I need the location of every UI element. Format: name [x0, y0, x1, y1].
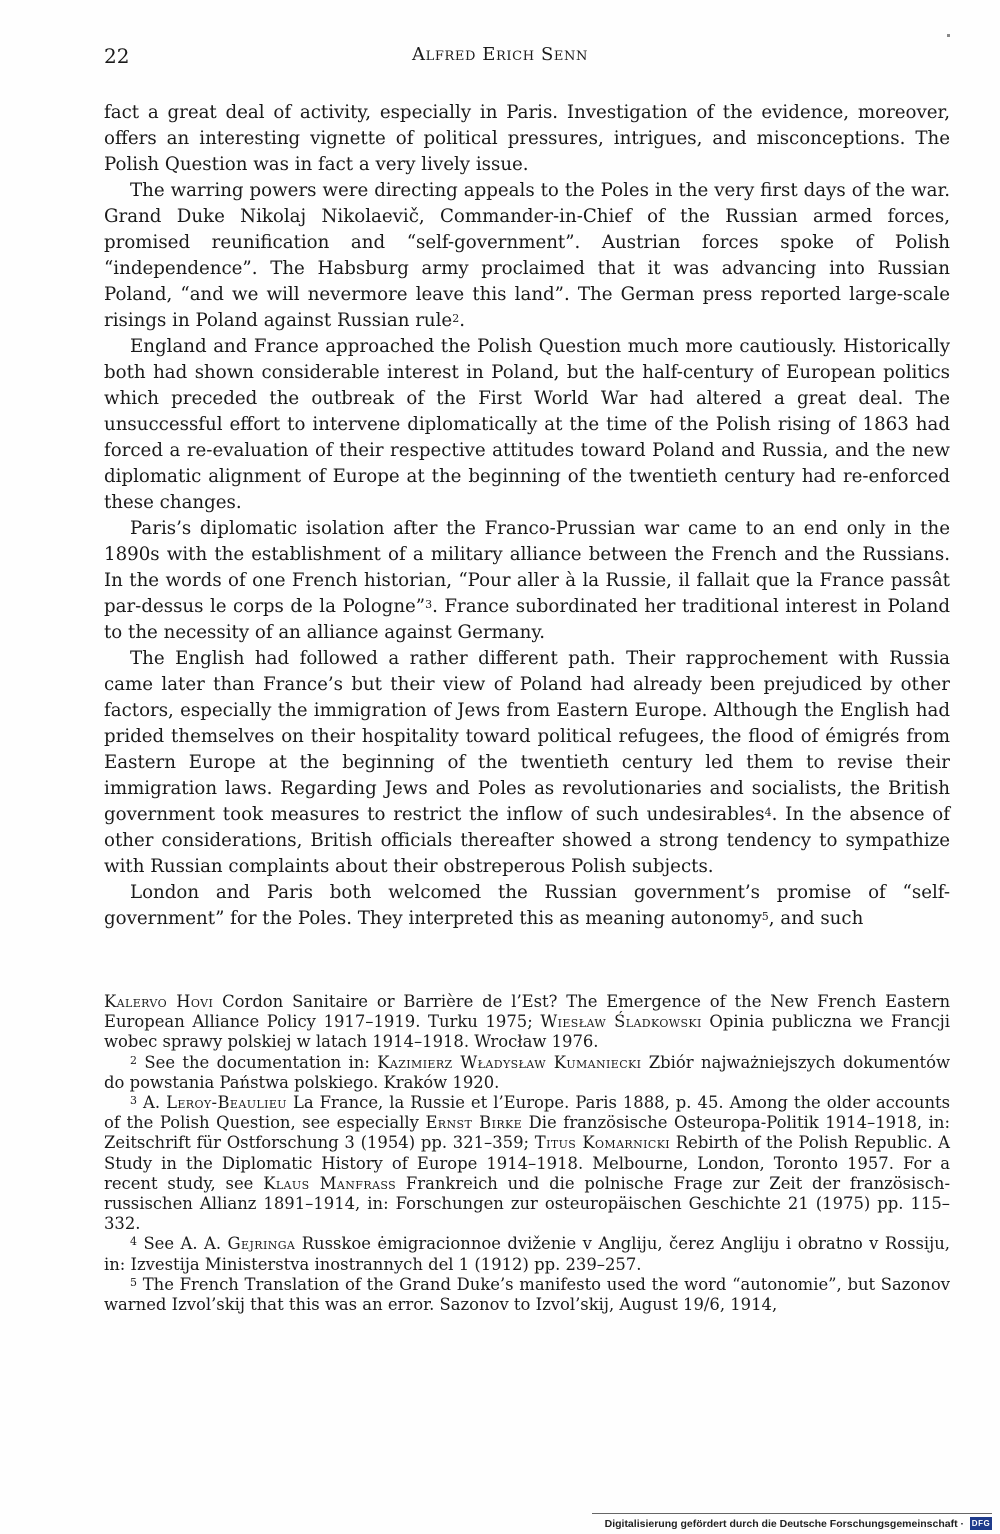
paragraph: The English had followed a rather different path. Their rapprochement with Russia came later than France’s but their view of Poland had already been prejudiced by other factors, especially the immigration of Jews from Eastern Europe. Although the English had prided themselves on their hospitality toward political refugees, the flood of émigrés from Eastern Europe at the beginning of the twentieth century led them to revise their immigration laws. Regarding Jews and Poles as revolutionaries and socialists, the British government took measures to restrict the inflow of such undesirables$^4$. In the absence of other considerations, British officials thereafter showed a strong tendency to sympathize with Russian complaints about their obstreperous Polish subjects.: [104, 648, 950, 877]
paragraph: fact a great deal of activity, especially in Paris. Investigation of the evidence, moreover, offers an interesting vignette of political pressures, intrigues, and misconceptions. The Polish Question was in fact a very lively issue.: [104, 102, 950, 175]
dfg-logo-icon: DFG: [971, 1519, 991, 1528]
running-head: Alfred Erich Senn: [412, 44, 588, 65]
scan-mark: [947, 34, 950, 37]
footnote-4: $^4$ See A. A. Gejringa Russkoe ėmigracionnoe dviženie v Angliju, čerez Angliju i obratno v Rossiju, in: Izvestija Ministerstva inostrannych del 1 (1912) pp. 239–257.: [104, 1234, 950, 1274]
footnote-ref: 3: [425, 598, 433, 611]
footnote-3: $^3$ A. Leroy-Beaulieu La France, la Russie et l’Europe. Paris 1888, p. 45. Among the older accounts of the Polish Question, see especially Ernst Birke Die französische Osteuropa-Politik 1914–1918, in: Zeitschrift für Ostforschung 3 (1954) pp. 321–359; Titus Komarnicki Rebirth of the Polish Republic. A Study in the Diplomatic History of Europe 1914–1918. Melbourne, London, Toronto 1957. For a recent study, see Klaus Manfrass Frankreich und die polnische Frage zur Zeit der französisch-russischen Allianz 1891–1914, in: Forschungen zur osteuropäischen Geschichte 21 (1975) pp. 115–332.: [104, 1093, 951, 1234]
footnote-ref: 2: [452, 312, 460, 325]
paragraph: The warring powers were directing appeals to the Poles in the very first days of the war. Grand Duke Nikolaj Nikolaevič, Commander-in-Chief of the Russian armed forces, promised reunification and “self-government”. Austrian forces spoke of Polish “independence”. The Habsburg army proclaimed that it was advancing into Russian Poland, “and we will nevermore leave this land”. The German press reported large-scale risings in Poland against Russian rule$^2$.: [104, 180, 950, 331]
paragraph: Paris’s diplomatic isolation after the Franco-Prussian war came to an end only in the 1890s with the establishment of a military alliance between the French and the Russians. In the words of one French historian, “Pour aller à la Russie, il fallait que la France passât par-dessus le corps de la Pologne”$^3$. France subordinated her traditional interest in Poland to the necessity of an alliance against Germany.: [104, 518, 950, 643]
footnote-2: $^2$ See the documentation in: Kazimierz Władysław Kumaniecki Zbiór najważniejszych dokumentów do powstania Państwa polskiego. Kraków 1920.: [104, 1052, 950, 1092]
paragraph: London and Paris both welcomed the Russian government’s promise of “self-government” for the Poles. They interpreted this as meaning autonomy$^5$, and such: [104, 882, 950, 929]
footnote-ref: 4: [764, 806, 772, 819]
footnotes: [104, 992, 950, 1315]
digitization-stamp: [605, 1517, 992, 1530]
paragraph: England and France approached the Polish Question much more cautiously. Historically both had shown considerable interest in Poland, but the half-century of European politics which preceded the outbreak of the First World War had altered a great deal. The unsuccessful effort to intervene diplomatically at the time of the Polish rising of 1863 had forced a re-evaluation of their respective attitudes toward Poland and Russia, and the new diplomatic alignment of Europe at the beginning of the twentieth century had re-enforced these changes.: [104, 336, 950, 513]
stamp-divider: [592, 1513, 992, 1514]
stamp-text: Digitalisierung gefördert durch die Deutsche Forschungsgemeinschaft ·: [604, 1517, 964, 1530]
footnote-ref: 5: [761, 910, 769, 923]
footnote-continuation: Kalervo Hovi Cordon Sanitaire or Barrière de l’Est? The Emergence of the New French Eastern European Alliance Policy 1917–1919. Turku 1975; Wiesław Śladkowski Opinia publiczna we Francji wobec sprawy polskiej w latach 1914–1918. Wrocław 1976.: [104, 992, 950, 1052]
page-number: 22: [104, 44, 130, 68]
footnote-5: $^5$ The French Translation of the Grand Duke’s manifesto used the word “autonomie”, but Sazonov warned Izvol’skij that this was an error. Sazonov to Izvol’skij, August 19/6, 1914,: [104, 1274, 950, 1315]
body-text: [104, 100, 950, 932]
